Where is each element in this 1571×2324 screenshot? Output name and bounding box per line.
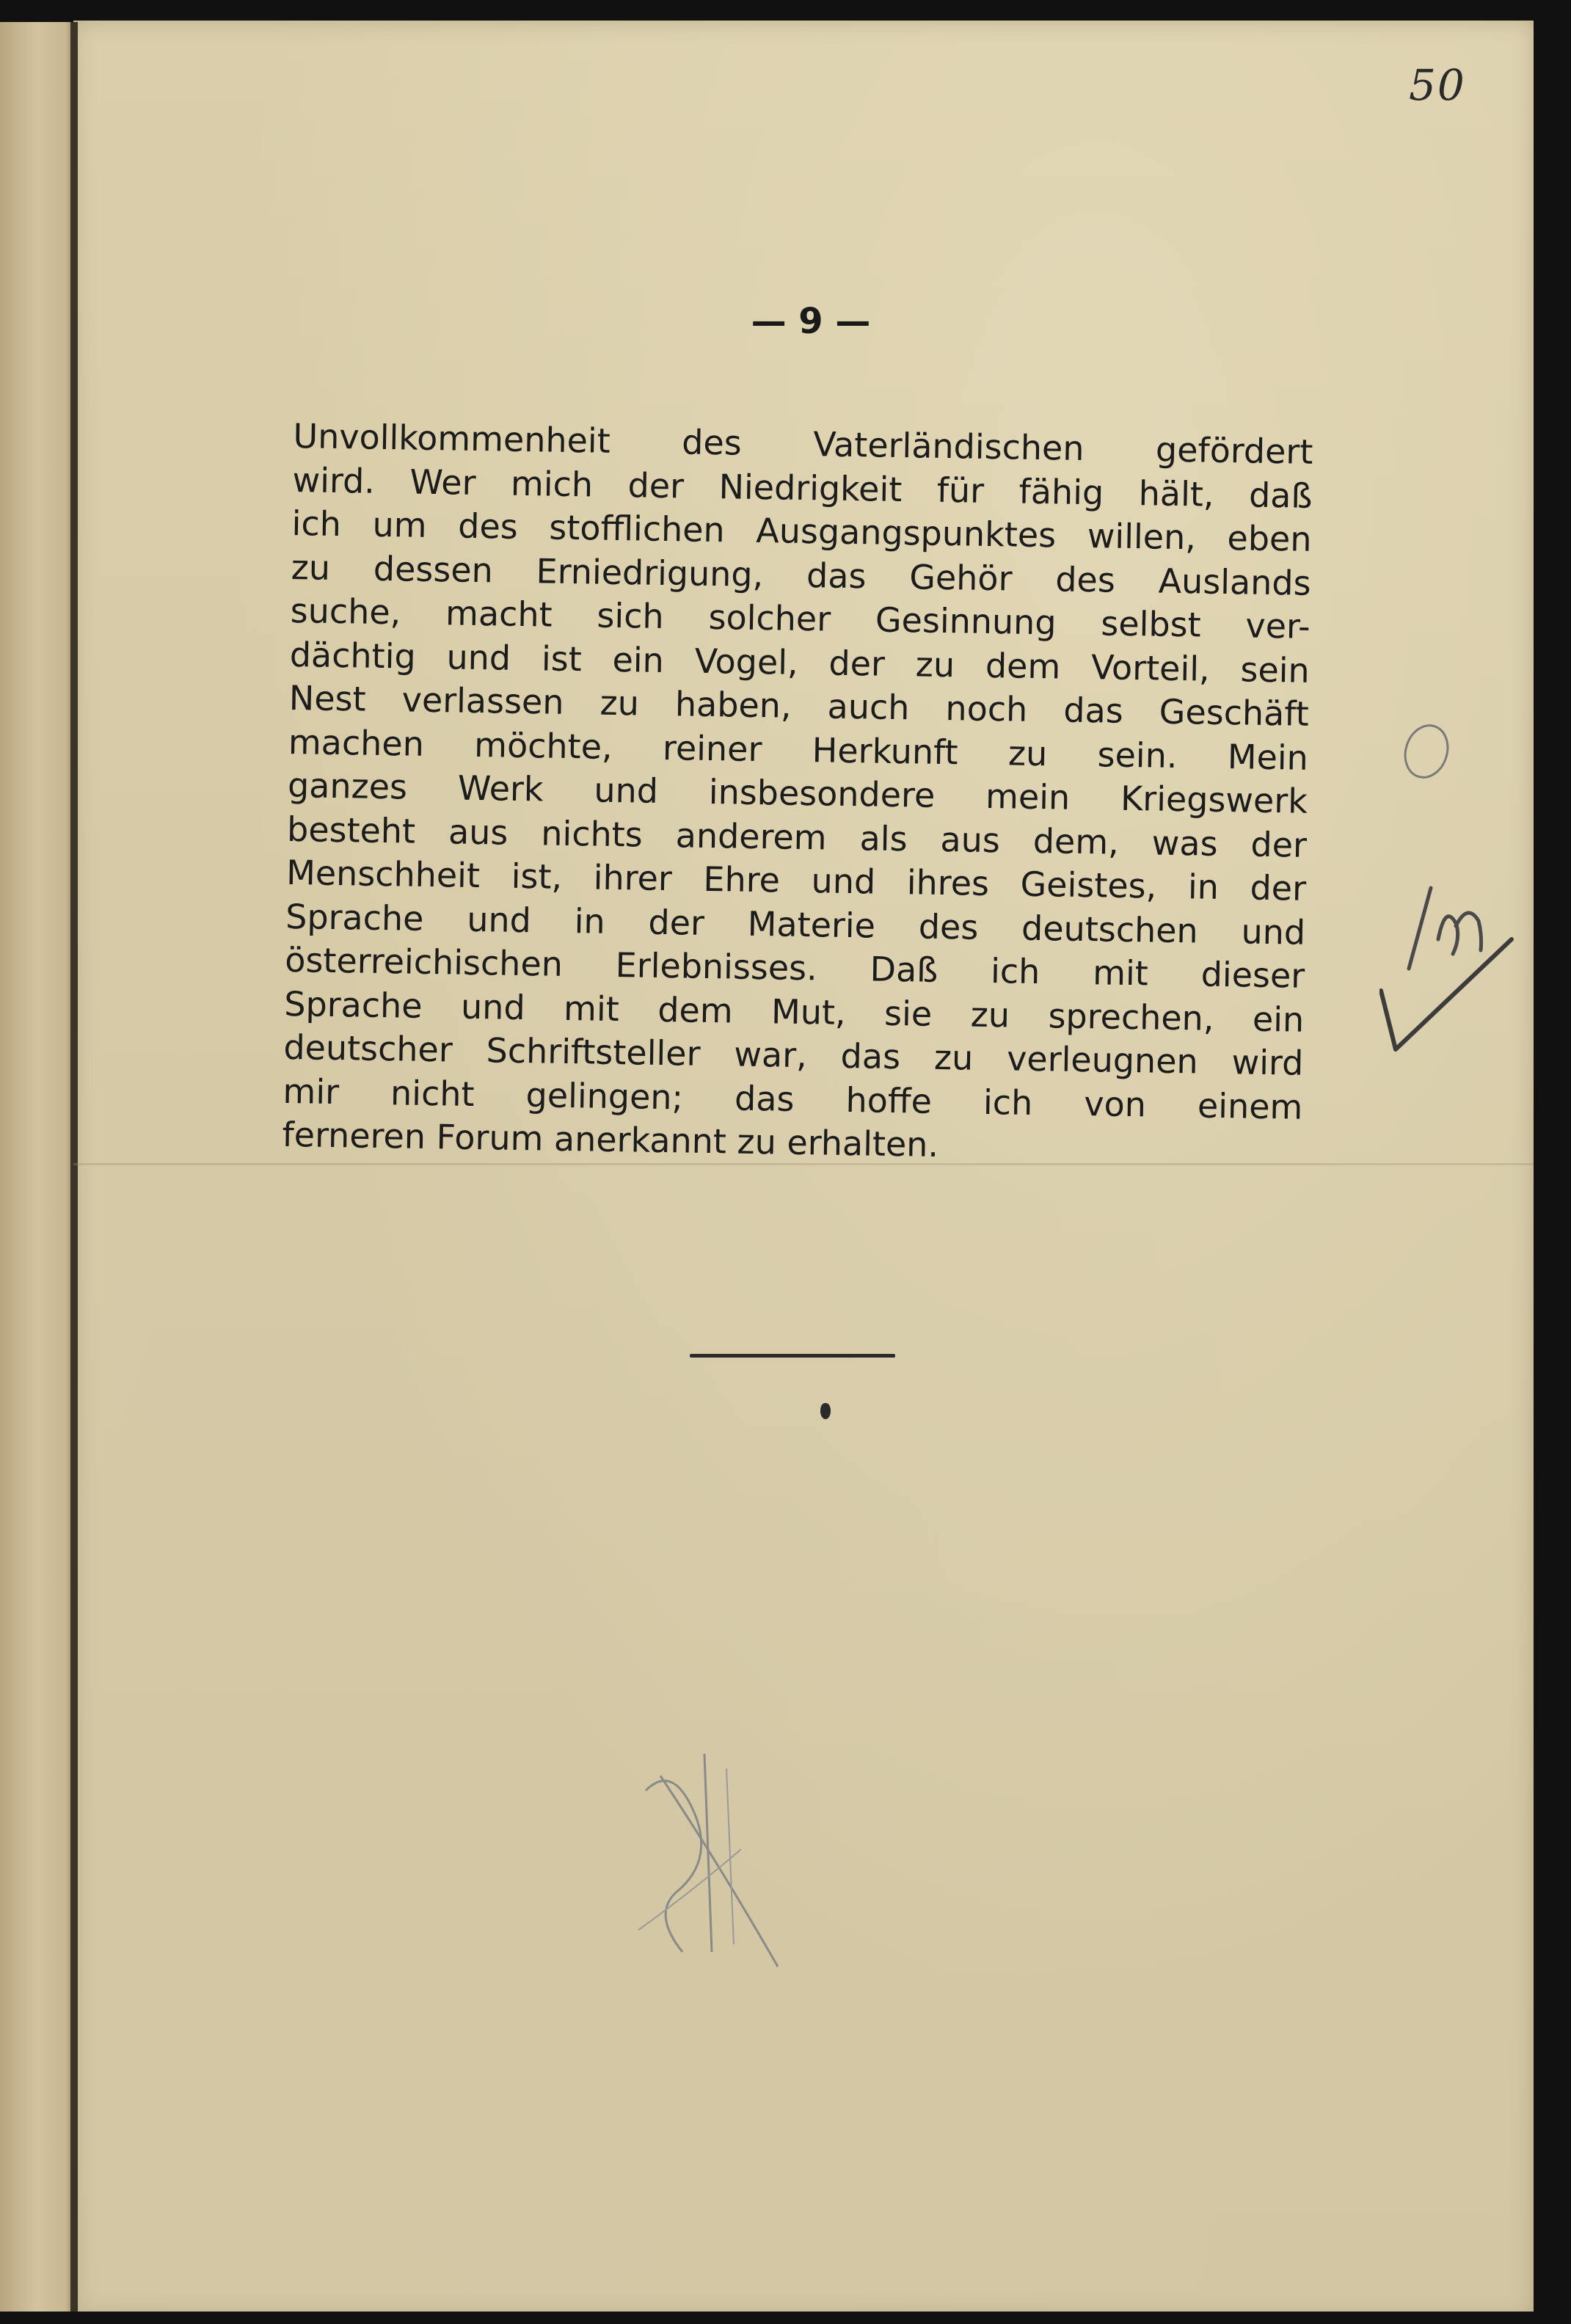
pencil-scribble-stroke (638, 1849, 741, 1930)
text-line: machen möchte, reiner Herkunft zu sein. Mein (288, 721, 1309, 778)
text-line: deutscher Schriftsteller war, das zu verleugnen wird (283, 1027, 1304, 1083)
text-line: ferneren Forum anerkannt zu erhalten. (282, 1114, 939, 1165)
text-line: Menschheit ist, ihrer Ehre und ihres Geistes, in der (285, 852, 1307, 908)
text-line: Nest verlassen zu haben, auch noch das Geschäft (288, 677, 1310, 734)
pencil-scribble-mark (631, 1746, 807, 1981)
printed-page-number: — 9 — (751, 301, 871, 342)
text-line: besteht aus nichts anderem als aus dem, was der (286, 809, 1308, 865)
pencil-letter-n-stroke (1438, 913, 1481, 954)
pencil-scribble-stroke (646, 1781, 701, 1952)
text-line: Unvollkommenheit des Vaterländischen gefördert (293, 415, 1313, 472)
text-line: dächtig und ist ein Vogel, der zu dem Vorteil, sein (289, 634, 1311, 691)
text-line: wird. Wer mich der Niedrigkeit für fähig hält, daß (292, 459, 1313, 516)
text-line: ganzes Werk und insbesondere mein Kriegswerk (287, 765, 1308, 821)
pencil-scribble-stroke (660, 1776, 778, 1967)
text-line: Sprache und in der Materie des deutschen und (285, 896, 1306, 952)
pencil-check-mark (1381, 939, 1512, 1049)
text-line: zu dessen Erniedrigung, das Gehör des Auslands (291, 547, 1311, 603)
scan-background-bottom (0, 2312, 1571, 2324)
text-line: suche, macht sich solcher Gesinnung selbst ver- (290, 590, 1311, 646)
body-paragraph (282, 415, 1313, 1173)
text-line: Sprache und mit dem Mut, sie zu sprechen, ein (283, 983, 1305, 1040)
pencil-letter-i-stroke (1409, 888, 1431, 969)
scan-background-top (0, 0, 1571, 22)
text-line: ich um des stofflichen Ausgangspunktes willen, eben (291, 503, 1312, 559)
scan-background-right (1534, 21, 1571, 2324)
archive-folio-number: 50 (1409, 60, 1466, 110)
section-end-rule (690, 1354, 895, 1358)
text-line: mir nicht gelingen; das hoffe ich von einem (283, 1071, 1303, 1127)
section-end-ornament (820, 1403, 831, 1419)
margin-pencil-annotations (1379, 719, 1519, 1071)
pencil-circle-mark (1399, 720, 1454, 783)
book-gutter (70, 22, 78, 2312)
text-line: österreichischen Erlebnisses. Daß ich mit dieser (284, 939, 1305, 996)
